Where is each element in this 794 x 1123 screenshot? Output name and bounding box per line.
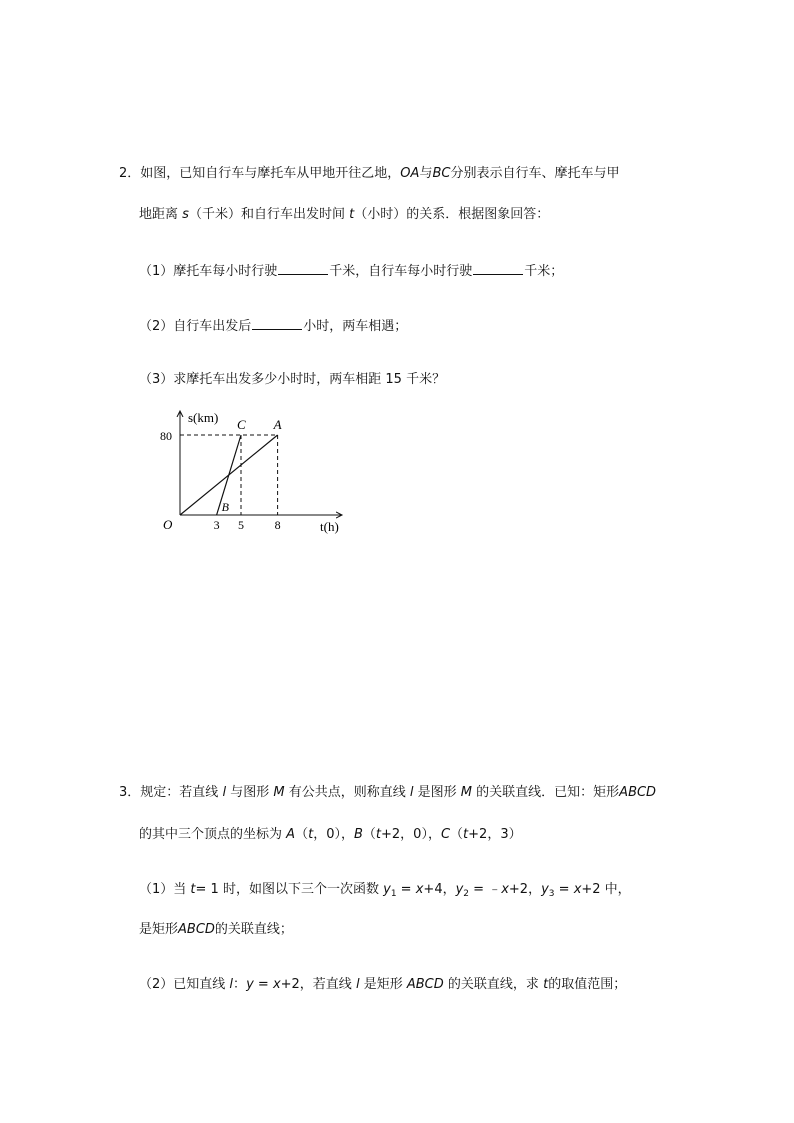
answer-blank: [473, 261, 523, 275]
x-tick-label: 5: [238, 518, 244, 532]
q2-stem-line-1: 2．如图，已知自行车与摩托车从甲地开往乙地，OA与BC分别表示自行车、摩托车与甲: [119, 166, 620, 181]
q2-stem-line-2: 地距离 s（千米）和自行车出发时间 t（小时）的关系．根据图象回答：: [139, 207, 550, 222]
q3-part-1-line-2: 是矩形ABCD的关联直线；: [139, 922, 293, 937]
q2-number: 2．: [119, 166, 141, 181]
q2-part-3: （3）求摩托车出发多少小时时，两车相距 15 千米？: [139, 372, 446, 387]
x-tick-label: 3: [213, 518, 220, 532]
x-axis-label: t(h): [320, 519, 339, 534]
origin-label: O: [163, 517, 173, 532]
q2-part-1: （1）摩托车每小时行驶 千米，自行车每小时行驶 千米；: [139, 261, 563, 281]
q3-stem-line-2: 的其中三个顶点的坐标为 A（t，0），B（t+2，0），C（t+2，3）: [139, 827, 522, 842]
answer-blank: [252, 316, 302, 330]
point-label-a: A: [273, 417, 282, 432]
y-tick-label: 80: [160, 429, 172, 443]
q3-number: 3．: [119, 785, 141, 800]
q2-part-2: （2）自行车出发后 小时，两车相遇；: [139, 316, 407, 336]
distance-time-graph: [150, 405, 360, 540]
q3-part-1-line-1: （1）当 t= 1 时，如图以下三个一次函数 $y_1 = x+4$，$y_2$ = ﹣x+2，$y_3 = x+2$ 中，: [139, 882, 631, 899]
answer-blank: [278, 261, 328, 275]
y-axis-label: s(km): [188, 410, 219, 425]
q3-part-2: （2）已知直线 l：y = x+2，若直线 l 是矩形 ABCD 的关联直线，求 t的取值范围；: [139, 977, 627, 992]
q3-stem-line-1: 3．规定：若直线 l 与图形 M 有公共点，则称直线 l 是图形 M 的关联直线．已知：矩形ABCD: [119, 785, 657, 800]
point-label-b: B: [221, 500, 229, 514]
point-label-c: C: [237, 417, 246, 432]
x-tick-label: 8: [274, 518, 281, 532]
